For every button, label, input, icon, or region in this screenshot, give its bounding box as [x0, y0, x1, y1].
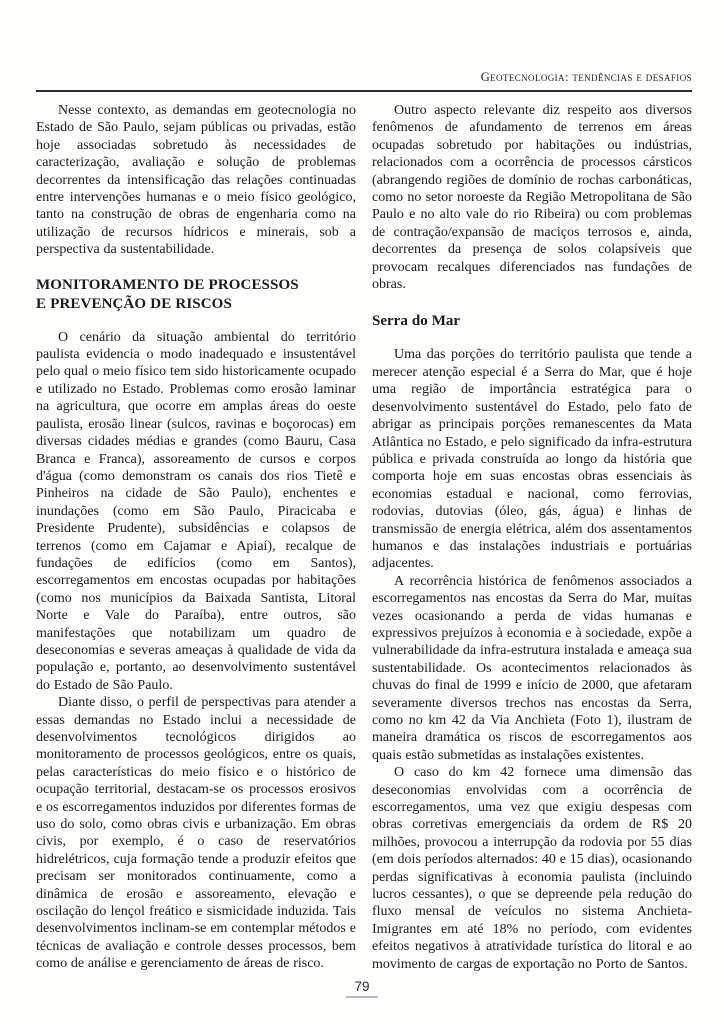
- paragraph-diante-disso: Diante disso, o perfil de perspectivas para atender a essas demandas no Estado inclui a necessidade de desenvolvimentos tecnológicos dirigidos ao monitoramento de processos geológicos, entre os quais, pelas características do meio físico e o histórico de ocupação territorial, destacam-se os processos erosivos e os escorregamentos induzidos por diferentes formas de uso do solo, como obras civis e urbanização. Em obras civis, por exemplo, é o caso de reservatórios hidrelétricos, cuja formação tende a produzir efeitos que precisam ser monitorados continuamente, como a dinâmica de erosão e assoreamento, elevação e oscilação do lençol freático e sismicidade induzida. Tais desenvolvimentos inclinam-se em contemplar métodos e técnicas de avaliação e controle desses processos, bem como de análise e gerenciamento de áreas de risco.: [36, 695, 356, 972]
- page-number-rule: [346, 996, 378, 998]
- paragraph-caso-km42: O caso do km 42 fornece uma dimensão das deseconomias envolvidas com a ocorrência de escorregamentos, uma vez que exigiu despesas com obras corretivas emergenciais da ordem de R$ 20 milhões, provocou a interrupção da rodovia por 55 dias (em dois períodos alternados: 40 e 15 dias), ocasionando perdas significativas à economia paulista (incluindo lucros cessantes), o que se depreende pela redução do fluxo mensal de veículos no sistema Anchieta-Imigrantes em até 18% no período, com evidentes efeitos negativos à atratividade turística do litoral e ao movimento de cargas de exportação no Porto de Santos.: [372, 765, 692, 972]
- page-footer: [0, 978, 724, 998]
- section-heading-line1: MONITORAMENTO DE PROCESSOS: [36, 276, 299, 293]
- right-column: [372, 102, 692, 973]
- text-columns: [36, 102, 692, 973]
- subsection-heading-serra-do-mar: Serra do Mar: [372, 313, 461, 330]
- section-heading-line2: E PREVENÇÃO DE RISCOS: [36, 295, 232, 312]
- paragraph-uma-das-porcoes: Uma das porções do território paulista que tende a merecer atenção especial é a Serra do Mar, que é hoje uma região de importância estratégica para o desenvolvimento sustentável do Estado, pelo fato de abrigar as principais porções remanescentes da Mata Atlântica no Estado, e pelo significado da infra-estrutura pública e privada construída ao longo da história que comporta hoje em suas encostas obras essenciais às economias estadual e nacional, como ferrovias, rodovias, dutovias (óleo, gás, água) e linhas de transmissão de energia elétrica, além dos assentamentos humanos e das instalações industriais e portuárias adjacentes.: [372, 347, 692, 572]
- page-number: 79: [354, 979, 370, 994]
- paragraph-nesse-contexto: Nesse contexto, as demandas em geotecnologia no Estado de São Paulo, sejam públicas ou privadas, estão hoje associadas sobretudo às necessidades de caracterização, avaliação e solução de problemas decorrentes da intensificação das relações continuadas entre intervenções humanas e o meio físico geológico, tanto na construção de obras de engenharia como na utilização de recursos hídricos e minerais, sob a perspectiva da sustentabilidade.: [36, 103, 356, 258]
- running-header: [36, 68, 692, 86]
- paragraph-outro-aspecto: Outro aspecto relevante diz respeito aos diversos fenômenos de afundamento de terrenos em áreas ocupadas sobretudo por habitações ou indústrias, relacionados com a ocorrência de processos cársticos (abrangendo regiões de domínio de rochas carbonáticas, como no setor noroeste da Região Metropolitana de São Paulo e no alto vale do rio Ribeira) ou com problemas de contração/expansão de maciços terrosos e, ainda, decorrentes da presença de solos colapsíveis que provocam recalques diferenciados nas fundações de obras.: [372, 103, 692, 293]
- paragraph-recorrencia-historica: A recorrência histórica de fenômenos associados a escorregamentos nas encostas da Serra do Mar, muitas vezes ocasionando a perda de vidas humanas e expressivos prejuízos à economia e à sociedade, expõe a vulnerabilidade da infra-estrutura instalada e ameaça sua sustentabilidade. Os acontecimentos relacionados às chuvas do final de 1999 e início de 2000, que afetaram severamente diversos trechos nas encostas da Serra, como no km 42 da Via Anchieta (Foto 1), ilustram de maneira dramática os riscos de escorregamentos aos quais estão submetidas as instalações existentes.: [372, 573, 692, 763]
- header-rule: [36, 90, 692, 92]
- paragraph-cenario-ambiental: O cenário da situação ambiental do território paulista evidencia o modo inadequado e insustentável pelo qual o meio físico tem sido historicamente ocupado e utilizado no Estado. Problemas como erosão laminar na agricultura, que ocorre em amplas áreas do oeste paulista, erosão linear (sulcos, ravinas e boçorocas) em diversas cidades médias e grandes (como Bauru, Casa Branca e Franca), assoreamento de cursos e corpos d'água (como demonstram os canais dos rios Tietê e Pinheiros na cidade de São Paulo), enchentes e inundações (como em São Paulo, Piracicaba e Presidente Prudente), subsidências e colapsos de terrenos (como em Cajamar e Apiaí), recalque de fundações de edifícios (como em Santos), escorregamentos em encostas ocupadas por habitações (como nos municípios da Baixada Santista, Litoral Norte e Vale do Paraíba), entre outros, são manifestações que notabilizam um quadro de deseconomias e severas ameaças à qualidade de vida da população e, portanto, ao desenvolvimento sustentável do Estado de São Paulo.: [36, 329, 356, 693]
- section-heading-monitoramento: [36, 276, 356, 314]
- running-title: Geotecnologia: tendências e desafios: [480, 70, 692, 84]
- left-column: [36, 102, 356, 973]
